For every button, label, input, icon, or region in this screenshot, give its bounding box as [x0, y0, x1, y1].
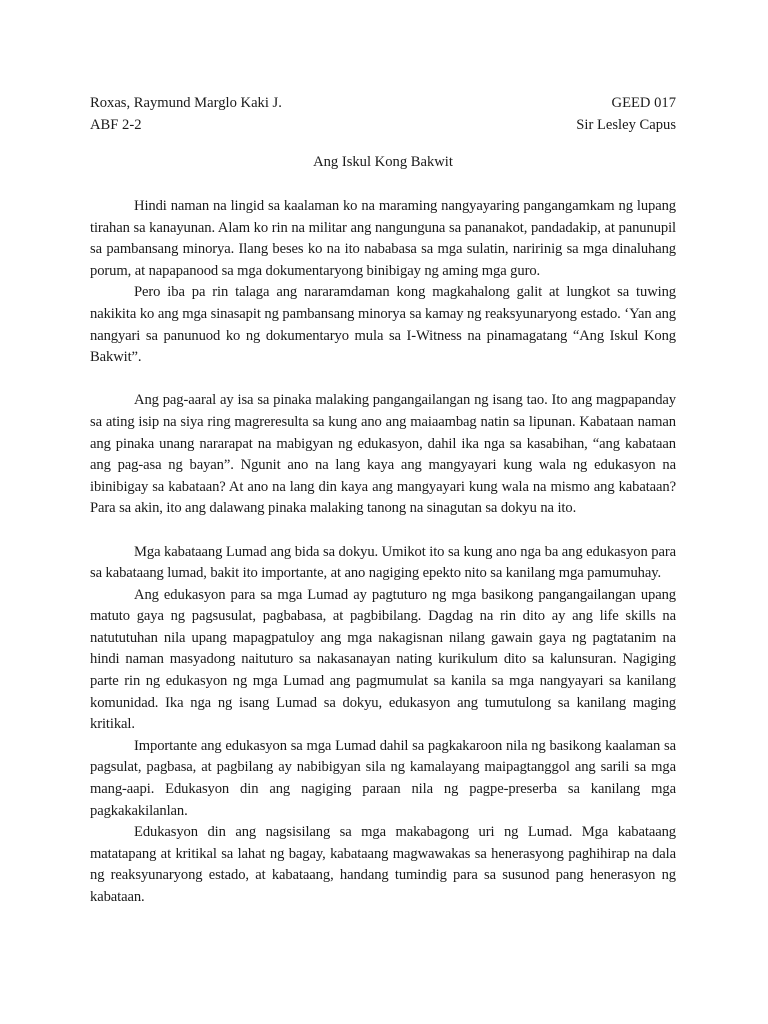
paragraph-2: Pero iba pa rin talaga ang nararamdaman kong magkahalong galit at lungkot sa tuwing nakikita ko ang mga sinasapit ng pambansang minorya sa kamay ng reaksyunaryong estado. ‘Yan ang nangyari sa panunuod ko ng dokumentaryo mula sa I-Witness na pinamagatang “Ang Iskul Kong Bakwit”.: [90, 284, 676, 366]
author-name: Roxas, Raymund Marglo Kaki J.: [90, 95, 282, 111]
document-body: [90, 196, 676, 909]
instructor-name: Sir Lesley Capus: [576, 117, 676, 133]
paragraph-7: Edukasyon din ang nagsisilang sa mga makabagong uri ng Lumad. Mga kabataang matatapang at kritikal sa lahat ng bagay, kabataang magwawakas sa henerasyong paghihirap na dala ng reaksyunaryong estado, at kabataang, handang tumindig para sa susunod pang henerasyon ng kabataan.: [90, 824, 676, 905]
course-code: GEED 017: [611, 95, 676, 111]
header-row-2: [90, 114, 676, 136]
document-title: Ang Iskul Kong Bakwit: [313, 154, 453, 170]
section: ABF 2-2: [90, 117, 142, 133]
paragraph-5: Ang edukasyon para sa mga Lumad ay pagtuturo ng mga basikong pangangailangan upang matuto gaya ng pagsusulat, pagbabasa, at pagbibilang. Dagdag na rin dito ay ang life skills na natututuhan nila upang mapagpatuloy ang mga nakagisnan nilang gawain gaya ng pagtatanim na hindi naman masyadong naituturo sa nakasanayan nating kurikulum dito sa kalunsuran. Nagiging parte rin ng edukasyon ng mga Lumad ang pagmumulat sa kanila sa mga nangyayari sa kanilang komunidad. Ika nga ng isang Lumad sa dokyu, edukasyon ang tumutulong sa kanilang maging kritikal.: [90, 586, 676, 733]
document-header: [90, 92, 676, 136]
header-row-1: [90, 92, 676, 114]
paragraph-4: Mga kabataang Lumad ang bida sa dokyu. Umikot ito sa kung ano nga ba ang edukasyon para sa kabataang lumad, bakit ito importante, at ano nagiging epekto nito sa kanilang mga pamumuhay.: [90, 543, 676, 582]
paragraph-6: Importante ang edukasyon sa mga Lumad dahil sa pagkakaroon nila ng basikong kaalaman sa pagsulat, pagbasa, at pagbilang ay nabibigyan sila ng kamalayang maipagtanggol ang sarili sa mga mang-aapi. Edukasyon din ang nagiging paraan nila ng pagpe-preserba sa kanilang mga pagkakakilanlan.: [90, 737, 676, 819]
paragraph-1: Hindi naman na lingid sa kaalaman ko na maraming nangyayaring pangangamkam ng lupang tirahan sa kanayunan. Alam ko rin na militar ang nangunguna sa pananakot, pandadakip, at panunupil sa pambansang minorya. Ilang beses ko na ito nababasa sa mga sulatin, naririnig sa mga dinaluhang porum, at napapanood sa mga dokumentaryong binibigay ng aming mga guro.: [90, 198, 676, 279]
paragraph-3: Ang pag-aaral ay isa sa pinaka malaking pangangailangan ng isang tao. Ito ang magpapanday sa ating isip na siya ring magreresulta sa kung ano ang maiaambag natin sa lipunan. Kabataan naman ang pinaka unang nararapat na mabigyan ng edukasyon, dahil ika nga sa kasabihan, “ang kabataan ang pag-asa ng bayan”. Ngunit ano na lang kaya ang mangyayari kung wala ng edukasyon na ibinibigay sa kabataan? At ano na lang din kaya ang mangyayari kung wala na mismo ang kabataan? Para sa akin, ito ang dalawang pinaka malaking tanong na sinagutan sa dokyu na ito.: [90, 392, 676, 517]
